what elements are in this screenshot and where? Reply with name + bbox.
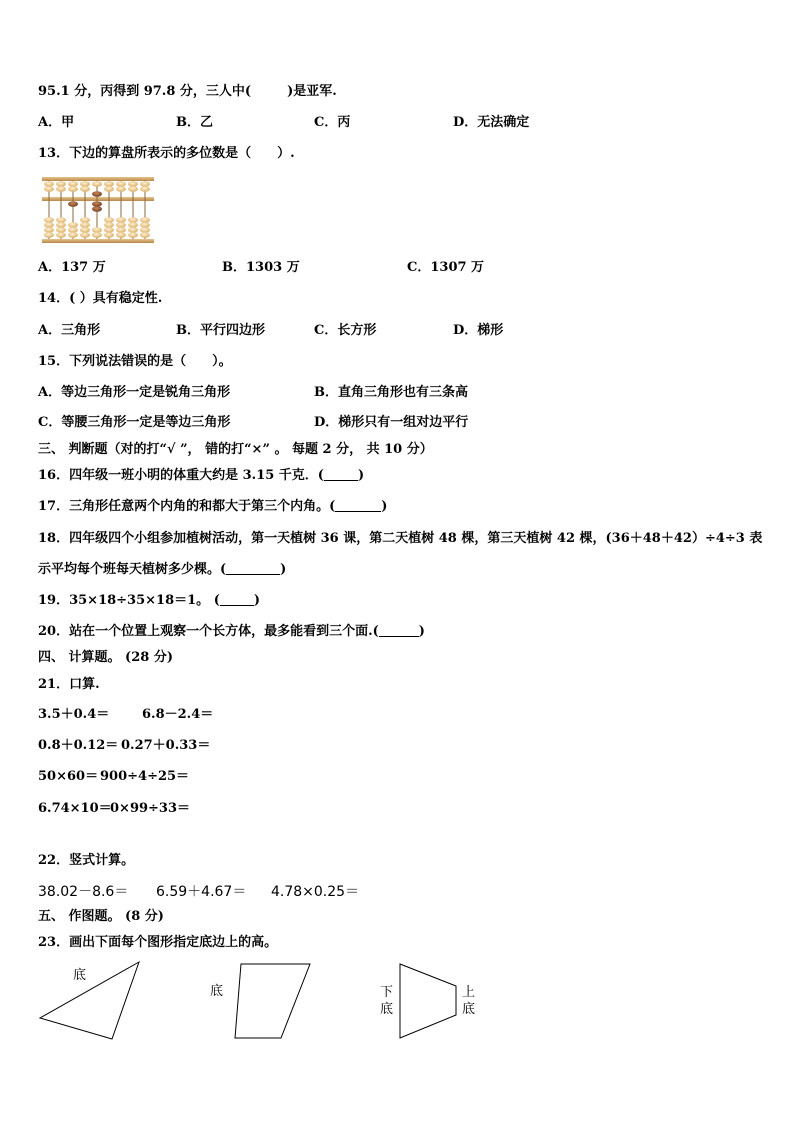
q14-option-b[interactable]: B．平行四边形 (176, 323, 265, 338)
q20: 20．站在一个位置上观察一个长方体，最多能看到三个面.( ) (38, 624, 425, 639)
q15-stem: 15．下列说法错误的是（ ）。 (38, 354, 232, 369)
section-5-title: 五、 作图题。 (8 分) (38, 909, 164, 924)
q20-answer-blank[interactable] (379, 624, 419, 637)
trapezoid-upper-base-label: 上 (462, 985, 476, 1000)
triangle-base-label: 底 (73, 968, 87, 983)
q12-stem: 95.1 分，丙得到 97.8 分，三人中( )是亚军. (38, 84, 337, 99)
q14-stem: 14．( ）具有稳定性. (38, 291, 163, 306)
q17: 17．三角形任意两个内角的和都大于第三个内角。( ) (38, 499, 388, 514)
section-4-title: 四、 计算题。 (28 分) (38, 650, 173, 665)
q19-answer-blank[interactable] (220, 593, 254, 606)
trapezoid-upper-base-label: 底 (462, 1002, 476, 1017)
q22-item: 6.59＋4.67＝ (156, 884, 247, 900)
q15-option-a[interactable]: A．等边三角形一定是锐角三角形 (38, 385, 231, 400)
parallelogram-base-label: 底 (210, 984, 224, 999)
q16: 16．四年级一班小明的体重大约是 3.15 千克．( ) (38, 468, 365, 483)
q21-item: 0×99÷33＝ (110, 801, 191, 816)
q21-item: 3.5＋0.4＝ (38, 707, 110, 722)
abacus-image (40, 176, 156, 244)
q14-option-d[interactable]: D．梯形 (453, 323, 504, 338)
q21-item: 900÷4÷25＝ (100, 769, 190, 784)
q12-option-b[interactable]: B．乙 (176, 115, 213, 130)
q12-option-d[interactable]: D．无法确定 (453, 115, 530, 130)
q21-stem: 21．口算. (38, 677, 100, 692)
q13-option-b[interactable]: B．1303 万 (222, 260, 300, 275)
q21-item: 6.74×10＝ (38, 801, 112, 816)
q12-option-c[interactable]: C．丙 (314, 115, 351, 130)
q18-answer-blank[interactable] (226, 562, 280, 575)
q15-option-c[interactable]: C．等腰三角形一定是等边三角形 (38, 415, 231, 430)
triangle-figure (36, 960, 142, 1042)
q13-stem: 13．下边的算盘所表示的多位数是（ ）. (38, 146, 295, 161)
trapezoid-figure (398, 962, 460, 1040)
q18-line1: 18．四年级四个小组参加植树活动，第一天植树 36 课，第二天植树 48 棵，第三天植树 42 棵，(36＋48＋42）÷4÷3 表 (38, 531, 763, 546)
q21-item: 6.8－2.4＝ (142, 707, 214, 722)
q18-line2: 示平均每个班每天植树多少棵。( ) (38, 562, 287, 577)
section-3-title: 三、 判断题（对的打“√ ”， 错的打“×” 。 每题 2 分， 共 10 分） (38, 442, 433, 457)
q15-option-d[interactable]: D．梯形只有一组对边平行 (314, 415, 469, 430)
q21-item: 0.27＋0.33＝ (121, 738, 211, 753)
q21-item: 0.8＋0.12＝ (38, 738, 119, 753)
q14-option-a[interactable]: A．三角形 (38, 323, 101, 338)
trapezoid-lower-base-label: 底 (380, 1002, 394, 1017)
parallelogram-figure (234, 962, 314, 1040)
q13-option-a[interactable]: A．137 万 (38, 260, 106, 275)
q16-answer-blank[interactable] (324, 468, 358, 481)
q22-item: 38.02－8.6＝ (38, 884, 129, 900)
q23-stem: 23．画出下面每个图形指定底边上的高。 (38, 935, 278, 950)
q21-item: 50×60＝ (38, 769, 99, 784)
q17-answer-blank[interactable] (335, 499, 381, 512)
q22-item: 4.78×0.25＝ (271, 884, 360, 900)
q22-stem: 22．竖式计算。 (38, 853, 135, 868)
q19: 19．35×18÷35×18＝1。 ( ) (38, 593, 261, 608)
q12-option-a[interactable]: A．甲 (38, 115, 75, 130)
q15-option-b[interactable]: B．直角三角形也有三条高 (314, 385, 468, 400)
q14-option-c[interactable]: C．长方形 (314, 323, 377, 338)
q13-option-c[interactable]: C．1307 万 (407, 260, 485, 275)
trapezoid-lower-base-label: 下 (380, 985, 394, 1000)
